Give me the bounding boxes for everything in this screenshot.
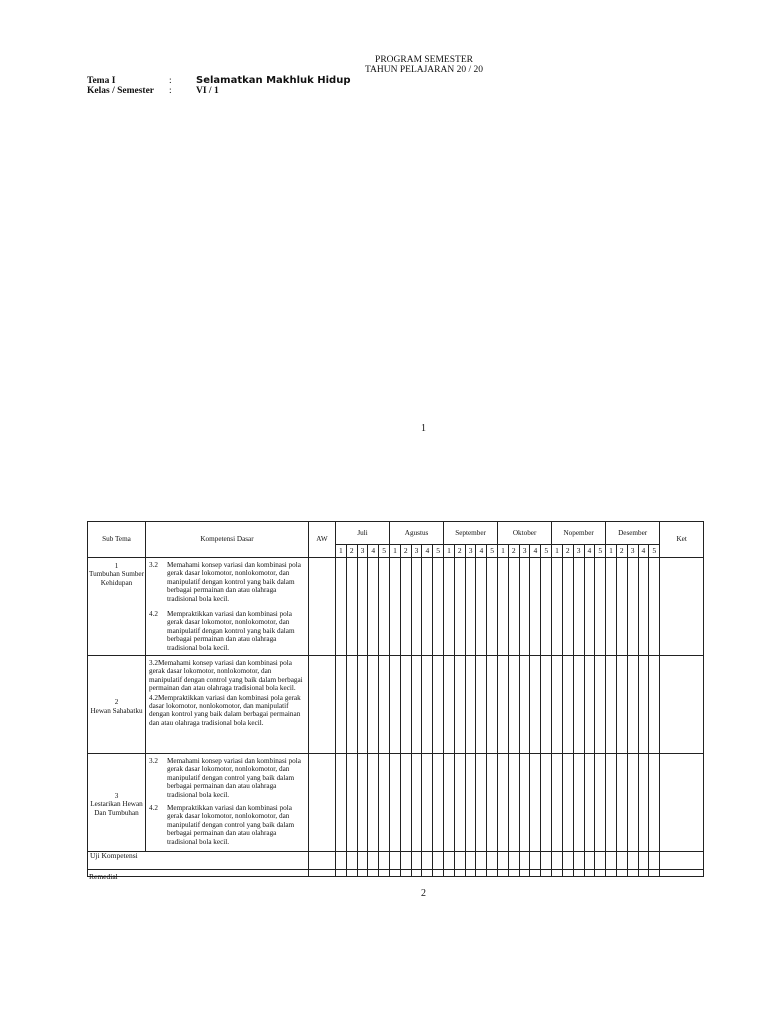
table-row (88, 656, 704, 754)
week-cell (465, 558, 476, 656)
header-aw: AW (309, 522, 336, 558)
week-cell (649, 656, 660, 754)
week-cell (638, 870, 649, 877)
program-semester-table (87, 521, 704, 877)
week-cell (379, 558, 390, 656)
week-cell (584, 754, 595, 852)
week-cell (616, 558, 627, 656)
week-cell (573, 870, 584, 877)
week-cell (606, 852, 617, 870)
week-cell (379, 754, 390, 852)
header-month: Juli (336, 522, 390, 545)
week-cell (433, 754, 444, 852)
week-cell (454, 852, 465, 870)
subtema-name: Tumbuhan Sumber Kehidupan (88, 570, 145, 587)
week-number: 3 (357, 545, 368, 558)
week-cell (346, 754, 357, 852)
week-number: 1 (336, 545, 347, 558)
week-cell (346, 558, 357, 656)
week-cell (519, 870, 530, 877)
week-cell (476, 852, 487, 870)
subtema-number: 1 (114, 562, 119, 570)
week-cell (498, 558, 509, 656)
week-cell (627, 852, 638, 870)
week-cell (411, 754, 422, 852)
header-month: Oktober (498, 522, 552, 545)
week-number: 5 (649, 545, 660, 558)
week-number: 5 (595, 545, 606, 558)
week-cell (379, 656, 390, 754)
kd-text: Memahami konsep variasi dan kombinasi pola gerak dasar lokomotor, nonlokomotor, dan manipulatif dengan kontrol yang baik dalam berbagai permainan dan atau olahraga tradisional bola kecil. (167, 561, 301, 603)
kd-number: 4.2 (149, 804, 158, 813)
header-ket: Ket (660, 522, 704, 558)
remedial-label-cell (88, 870, 309, 877)
kd-cell (146, 558, 309, 656)
week-cell (357, 870, 368, 877)
subtema-cell (88, 656, 146, 754)
week-number: 2 (346, 545, 357, 558)
week-cell (541, 656, 552, 754)
kd-text: Mempraktikkan variasi dan kombinasi pola gerak dasar lokomotor, nonlokomotor, dan manipulatif dengan kontrol yang baik dalam berbagai permainan dan atau olahraga tradisional bola kecil. (167, 610, 295, 652)
kd-text: Memahami konsep variasi dan kombinasi pola gerak dasar lokomotor, nonlokomotor, dan manipulatif dengan control yang baik dalam berbagai permainan dan atau olahraga tradisional bola kecil. (149, 659, 303, 693)
week-cell (616, 656, 627, 754)
week-cell (584, 558, 595, 656)
page-number-2: 2 (421, 888, 426, 899)
week-cell (498, 870, 509, 877)
week-number: 1 (606, 545, 617, 558)
week-cell (541, 754, 552, 852)
aw-cell (309, 558, 336, 656)
week-cell (444, 754, 455, 852)
tema-label: Tema I (87, 76, 116, 86)
week-cell (357, 754, 368, 852)
week-cell (519, 656, 530, 754)
week-number: 3 (627, 545, 638, 558)
remedial-label: Remedial (89, 872, 118, 881)
week-cell (390, 852, 401, 870)
ket-cell (660, 870, 704, 877)
week-cell (368, 656, 379, 754)
week-cell (498, 656, 509, 754)
week-cell (336, 870, 347, 877)
week-number: 3 (573, 545, 584, 558)
week-cell (562, 754, 573, 852)
kd-cell (146, 754, 309, 852)
week-cell (411, 558, 422, 656)
week-cell (552, 754, 563, 852)
week-cell (595, 656, 606, 754)
kelas-value: VI / 1 (196, 86, 219, 96)
week-cell (346, 870, 357, 877)
week-cell (411, 852, 422, 870)
week-cell (552, 870, 563, 877)
week-cell (638, 852, 649, 870)
week-number: 2 (454, 545, 465, 558)
week-cell (454, 558, 465, 656)
week-cell (616, 754, 627, 852)
week-number: 4 (476, 545, 487, 558)
week-cell (422, 870, 433, 877)
week-cell (584, 870, 595, 877)
kd-number: 3.2 (149, 757, 158, 765)
week-cell (444, 870, 455, 877)
week-cell (476, 754, 487, 852)
week-cell (508, 870, 519, 877)
kd-number: 4.2 (149, 610, 158, 619)
doc-subtitle: TAHUN PELAJARAN 20 / 20 (365, 65, 483, 75)
tema-colon: : (169, 76, 172, 86)
week-cell (519, 754, 530, 852)
ket-cell (660, 558, 704, 656)
kd-text-block (149, 659, 304, 693)
week-cell (411, 870, 422, 877)
kd-item (146, 757, 308, 799)
week-cell (627, 656, 638, 754)
week-cell (422, 754, 433, 852)
week-cell (627, 558, 638, 656)
week-cell (357, 558, 368, 656)
week-cell (368, 754, 379, 852)
kd-item (146, 804, 308, 846)
week-cell (390, 656, 401, 754)
week-cell (627, 870, 638, 877)
week-number: 5 (541, 545, 552, 558)
week-number: 5 (433, 545, 444, 558)
table-row (88, 558, 704, 656)
week-cell (638, 754, 649, 852)
week-cell (606, 754, 617, 852)
doc-title: PROGRAM SEMESTER (375, 55, 473, 65)
week-cell (476, 558, 487, 656)
subtema-cell (88, 754, 146, 852)
uji-kompetensi-row (88, 852, 704, 870)
header-month: Desember (606, 522, 660, 545)
week-cell (487, 870, 498, 877)
kelas-colon: : (169, 86, 172, 96)
week-cell (498, 852, 509, 870)
week-cell (336, 852, 347, 870)
ket-cell (660, 852, 704, 870)
kd-text: Mempraktikkan variasi dan kombinasi pola gerak dasar lokomotor, nonlokomotor, dan manipulatif dengan control yang baik dalam berbagai permainan dan atau olahraga tradisional bola kecil. (167, 804, 295, 846)
week-number: 1 (444, 545, 455, 558)
week-number: 3 (411, 545, 422, 558)
week-number: 1 (390, 545, 401, 558)
week-cell (530, 558, 541, 656)
week-cell (562, 852, 573, 870)
week-cell (487, 656, 498, 754)
week-cell (487, 852, 498, 870)
aw-cell (309, 656, 336, 754)
week-cell (573, 852, 584, 870)
kd-text-block (149, 694, 304, 728)
week-cell (476, 870, 487, 877)
week-cell (400, 656, 411, 754)
week-cell (444, 656, 455, 754)
week-cell (336, 656, 347, 754)
week-cell (649, 870, 660, 877)
week-cell (530, 852, 541, 870)
week-number: 4 (638, 545, 649, 558)
week-cell (606, 558, 617, 656)
kd-item (146, 694, 308, 728)
aw-cell (309, 852, 336, 870)
week-number: 2 (616, 545, 627, 558)
week-cell (476, 656, 487, 754)
week-number: 4 (368, 545, 379, 558)
week-cell (390, 754, 401, 852)
table-row (88, 754, 704, 852)
week-cell (552, 852, 563, 870)
subtema-cell (88, 558, 146, 656)
week-cell (584, 656, 595, 754)
week-cell (519, 852, 530, 870)
week-cell (368, 852, 379, 870)
kd-text: Mempraktikkan variasi dan kombinasi pola gerak dasar lokomotor, nonlokomotor, dan manipulatif dengan kontrol yang baik dalam berbagai permainan dan atau olahraga tradisional bola kecil. (149, 693, 301, 727)
subtema-name: Hewan Sahabatku (90, 706, 143, 715)
kd-text: Memahami konsep variasi dan kombinasi pola gerak dasar lokomotor, nonlokomotor, dan manipulatif dengan control yang baik dalam berbagai permainan dan atau olahraga tradisional bola kecil. (167, 757, 301, 799)
kd-item (146, 610, 308, 652)
week-cell (400, 558, 411, 656)
week-number: 4 (530, 545, 541, 558)
week-cell (433, 852, 444, 870)
week-cell (530, 754, 541, 852)
week-cell (400, 852, 411, 870)
week-number: 5 (487, 545, 498, 558)
subtema-name: Lestarikan Hewan Dan Tumbuhan (90, 800, 143, 817)
week-cell (595, 870, 606, 877)
kd-number: 4.2 (149, 693, 158, 702)
week-cell (638, 558, 649, 656)
week-cell (336, 754, 347, 852)
week-cell (411, 656, 422, 754)
week-cell (638, 656, 649, 754)
week-cell (595, 754, 606, 852)
week-cell (573, 656, 584, 754)
week-cell (487, 558, 498, 656)
week-cell (487, 754, 498, 852)
week-cell (433, 558, 444, 656)
week-cell (552, 656, 563, 754)
week-cell (616, 870, 627, 877)
week-number: 2 (400, 545, 411, 558)
week-cell (390, 870, 401, 877)
ket-cell (660, 656, 704, 754)
week-cell (400, 870, 411, 877)
week-cell (595, 558, 606, 656)
subtema-number: 3 (114, 791, 119, 800)
aw-cell (309, 754, 336, 852)
kd-number: 3.2 (149, 659, 158, 667)
kd-cell (146, 656, 309, 754)
week-number: 2 (562, 545, 573, 558)
week-cell (379, 870, 390, 877)
week-cell (454, 870, 465, 877)
week-cell (530, 656, 541, 754)
week-cell (606, 656, 617, 754)
week-number: 2 (508, 545, 519, 558)
week-cell (346, 656, 357, 754)
week-cell (552, 558, 563, 656)
header-month: Nopember (552, 522, 606, 545)
week-cell (541, 870, 552, 877)
week-number: 3 (519, 545, 530, 558)
week-cell (508, 656, 519, 754)
header-month: September (444, 522, 498, 545)
week-cell (649, 558, 660, 656)
week-cell (465, 852, 476, 870)
week-cell (444, 852, 455, 870)
week-cell (508, 754, 519, 852)
aw-cell (309, 870, 336, 877)
week-number: 1 (552, 545, 563, 558)
week-cell (390, 558, 401, 656)
week-cell (454, 754, 465, 852)
week-number: 3 (465, 545, 476, 558)
tema-value: Selamatkan Makhluk Hidup (196, 75, 351, 86)
header-kompetensi-dasar: Kompetensi Dasar (146, 522, 309, 558)
week-cell (519, 558, 530, 656)
week-cell (433, 870, 444, 877)
week-cell (465, 656, 476, 754)
week-cell (433, 656, 444, 754)
week-cell (465, 870, 476, 877)
week-number: 5 (379, 545, 390, 558)
week-cell (562, 870, 573, 877)
week-cell (541, 852, 552, 870)
week-cell (368, 870, 379, 877)
week-cell (616, 852, 627, 870)
week-cell (336, 558, 347, 656)
week-cell (573, 558, 584, 656)
header-subtema: Sub Tema (88, 522, 146, 558)
week-cell (530, 870, 541, 877)
subtema-number: 2 (114, 698, 119, 707)
week-number: 4 (422, 545, 433, 558)
page-number-1: 1 (421, 423, 426, 434)
week-cell (498, 754, 509, 852)
week-cell (562, 558, 573, 656)
week-cell (400, 754, 411, 852)
week-number: 1 (498, 545, 509, 558)
week-cell (541, 558, 552, 656)
week-cell (595, 852, 606, 870)
week-cell (465, 754, 476, 852)
ket-cell (660, 754, 704, 852)
week-cell (606, 870, 617, 877)
week-cell (422, 852, 433, 870)
kd-item (146, 659, 308, 693)
week-cell (357, 852, 368, 870)
week-cell (562, 656, 573, 754)
header-month: Agustus (390, 522, 444, 545)
week-cell (422, 558, 433, 656)
week-cell (584, 852, 595, 870)
week-cell (627, 754, 638, 852)
week-cell (422, 656, 433, 754)
week-cell (454, 656, 465, 754)
week-cell (379, 852, 390, 870)
table-header-row (88, 522, 704, 545)
week-cell (649, 754, 660, 852)
week-cell (368, 558, 379, 656)
kelas-label: Kelas / Semester (87, 86, 155, 96)
week-cell (508, 852, 519, 870)
week-number: 4 (584, 545, 595, 558)
week-cell (573, 754, 584, 852)
week-cell (444, 558, 455, 656)
kd-number: 3.2 (149, 561, 158, 569)
kd-item (146, 561, 308, 603)
remedial-row (88, 870, 704, 877)
week-cell (357, 656, 368, 754)
week-cell (346, 852, 357, 870)
week-cell (649, 852, 660, 870)
week-cell (508, 558, 519, 656)
uji-kompetensi-label: Uji Kompetensi (88, 852, 309, 870)
